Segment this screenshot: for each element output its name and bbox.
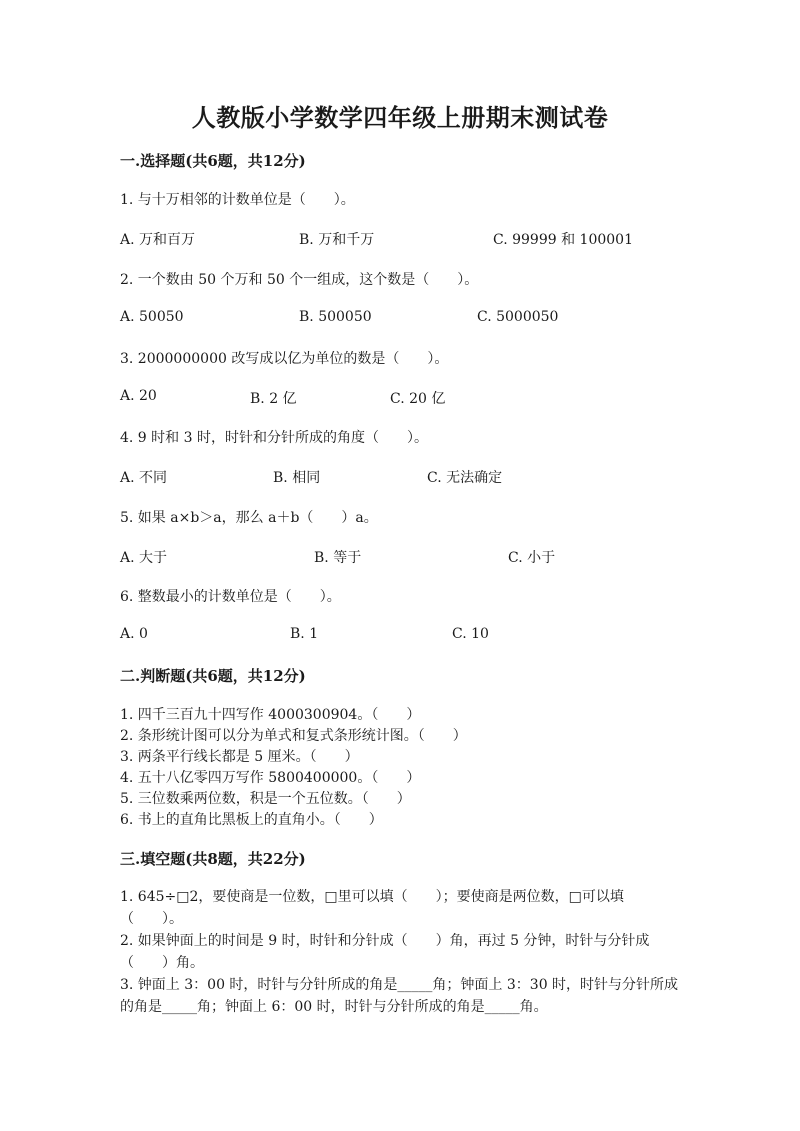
choice-q3-option-a: A. 20 (120, 388, 157, 404)
choice-q5-option-a: A. 大于 (120, 550, 168, 566)
judge-item-5: 5. 三位数乘两位数，积是一个五位数。（ ） (120, 791, 411, 807)
choice-question-1: 1. 与十万相邻的计数单位是（ ）。 (120, 192, 355, 208)
choice-q1-option-a: A. 万和百万 (120, 232, 196, 248)
judge-item-1: 1. 四千三百九十四写作 4000300904。（ ） (120, 707, 421, 723)
choice-q2-option-c: C. 5000050 (477, 309, 559, 325)
fill-item-3: 3. 钟面上 3：00 时，时针与分针所成的角是_____角；钟面上 3：30 时，时针与分针所成的角是_____角；钟面上 6：00 时，时针与分针所成的角是_____角。 (120, 977, 679, 1015)
section-heading-choice: 一.选择题(共6题，共12分) (120, 152, 306, 170)
section-heading-fill: 三.填空题(共8题，共22分) (120, 850, 306, 868)
choice-q5-option-c: C. 小于 (508, 550, 556, 566)
judge-item-3: 3. 两条平行线长都是 5 厘米。（ ） (120, 749, 359, 765)
judge-item-6: 6. 书上的直角比黑板上的直角小。（ ） (120, 812, 383, 828)
judge-item-2: 2. 条形统计图可以分为单式和复式条形统计图。（ ） (120, 728, 467, 744)
section-heading-judge: 二.判断题(共6题，共12分) (120, 667, 306, 685)
choice-q3-option-b: B. 2 亿 (250, 391, 297, 407)
choice-q6-option-c: C. 10 (452, 626, 489, 642)
choice-q2-option-a: A. 50050 (120, 309, 184, 325)
page-title: 人教版小学数学四年级上册期末测试卷 (191, 103, 609, 132)
choice-question-4: 4. 9 时和 3 时，时针和分针所成的角度（ ）。 (120, 430, 428, 446)
choice-question-2: 2. 一个数由 50 个万和 50 个一组成，这个数是（ ）。 (120, 272, 479, 288)
fill-item-1: 1. 645÷□2，要使商是一位数，□里可以填（ ）；要使商是两位数，□可以填（ ）。 (120, 889, 624, 927)
choice-q6-option-a: A. 0 (120, 626, 148, 642)
choice-question-6: 6. 整数最小的计数单位是（ ）。 (120, 589, 341, 605)
choice-q6-option-b: B. 1 (290, 626, 319, 642)
choice-q1-option-b: B. 万和千万 (299, 232, 375, 248)
choice-q2-option-b: B. 500050 (299, 309, 372, 325)
choice-q4-option-a: A. 不同 (120, 470, 168, 486)
choice-q4-option-c: C. 无法确定 (427, 470, 503, 486)
choice-q3-option-c: C. 20 亿 (390, 391, 446, 407)
choice-q5-option-b: B. 等于 (314, 550, 362, 566)
choice-question-3: 3. 2000000000 改写成以亿为单位的数是（ ）。 (120, 351, 449, 367)
choice-q1-option-c: C. 99999 和 100001 (493, 232, 633, 248)
choice-question-5: 5. 如果 a×b＞a，那么 a＋b（ ）a。 (120, 510, 378, 526)
fill-item-2: 2. 如果钟面上的时间是 9 时，时针和分针成（ ）角，再过 5 分钟，时针与分针成（ ）角。 (120, 933, 650, 971)
judge-item-4: 4. 五十八亿零四万写作 5800400000。（ ） (120, 770, 421, 786)
choice-q4-option-b: B. 相同 (273, 470, 321, 486)
